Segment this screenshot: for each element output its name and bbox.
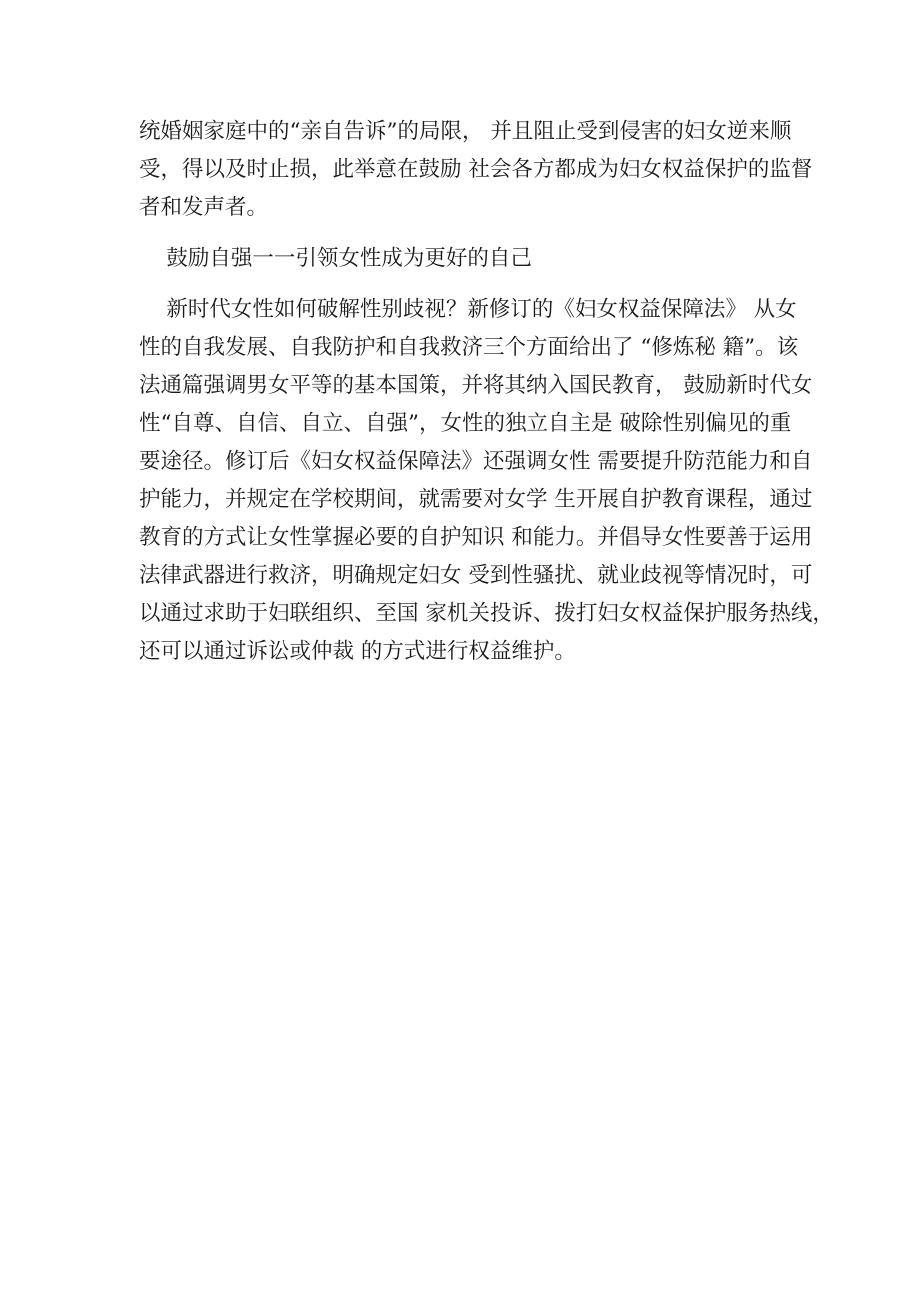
paragraph-line: 性“自尊、自信、自立、自强”，女性的独立自主是 破除性别偏见的重	[139, 411, 792, 436]
paragraph-line: 护能力，并规定在学校期间，就需要对女学 生开展自护教育课程，通过	[139, 487, 813, 512]
paragraph-line: 以通过求助于妇联组织、至国 家机关投诉、拨打妇女权益保护服务热线，	[139, 601, 834, 626]
paragraph-line: 法通篇强调男女平等的基本国策，并将其纳入国民教育， 鼓励新时代女	[139, 373, 813, 398]
paragraph-line: 者和发声者。	[139, 195, 269, 220]
document-body	[139, 113, 834, 671]
section-heading: 鼓励自强一一引领女性成为更好的自己	[139, 246, 532, 271]
paragraph-line: 法律武器进行救济，明确规定妇女 受到性骚扰、就业歧视等情况时，可	[139, 563, 813, 588]
paragraph-line: 还可以通过诉讼或仲裁 的方式进行权益维护。	[139, 639, 576, 664]
paragraph-line: 新时代女性如何破解性别歧视？新修订的《妇女权益保障法》 从女	[139, 297, 797, 322]
paragraph-line: 性的自我发展、自我防护和自我救济三个方面给出了 “修炼秘 籍”。该	[139, 335, 799, 360]
paragraph-line: 受，得以及时止损，此举意在鼓励 社会各方都成为妇女权益保护的监督	[139, 157, 813, 182]
paragraph-line: 统婚姻家庭中的“亲自告诉”的局限， 并且阻止受到侵害的妇女逆来顺	[139, 119, 792, 144]
paragraph-line: 要途径。修订后《妇女权益保障法》还强调女性 需要提升防范能力和自	[139, 449, 813, 474]
paragraph-line: 教育的方式让女性掌握必要的自护知识 和能力。并倡导女性要善于运用	[139, 525, 813, 550]
